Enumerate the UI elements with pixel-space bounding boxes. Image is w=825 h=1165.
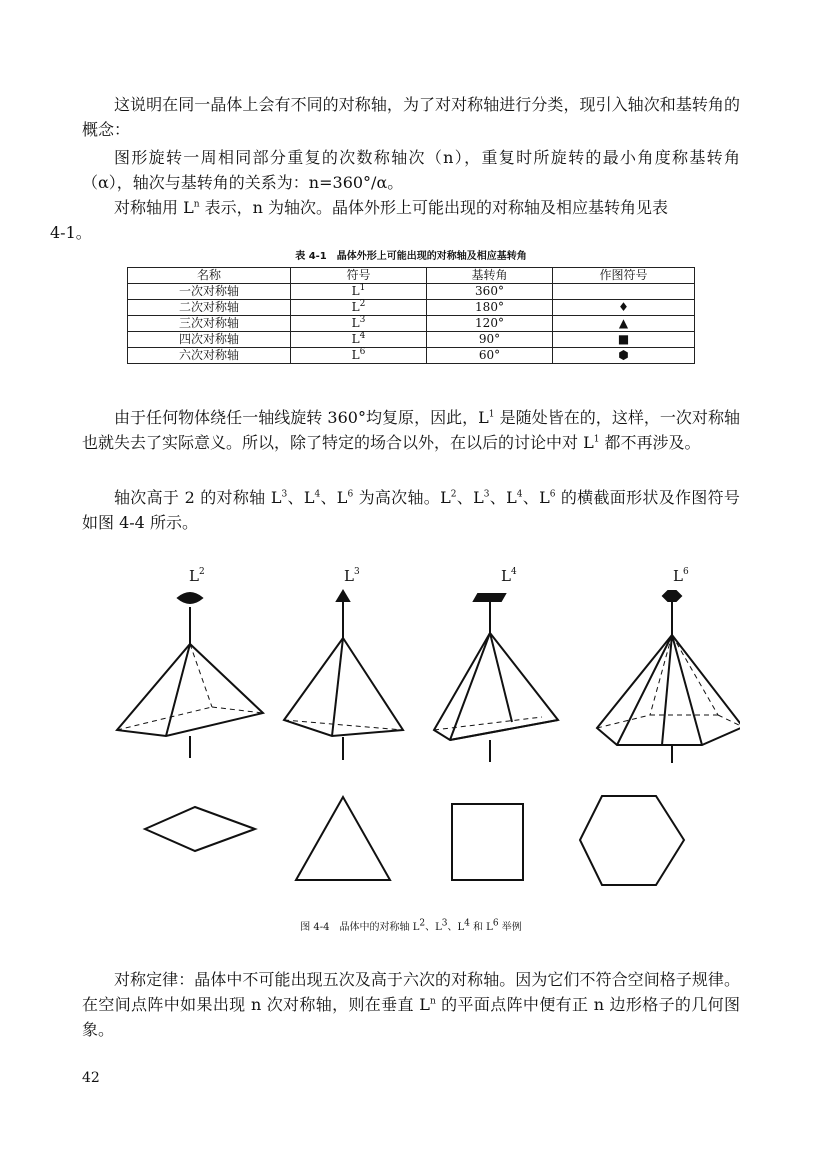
triangle-icon: ▲ xyxy=(553,316,695,332)
square-icon xyxy=(474,594,505,601)
text-run: 、L xyxy=(447,922,465,933)
paragraph-text: 图形旋转一周相同部分重复的次数称轴次（n），重复时所旋转的最小角度称基转角（α），轴次与基转角的关系为：n=360°/α。 xyxy=(82,148,740,192)
paragraph-axis-notation xyxy=(50,195,740,245)
rhombus-cross-section xyxy=(145,807,255,851)
paragraph-text: 这说明在同一晶体上会有不同的对称轴，为了对对称轴进行分类，现引入轴次和基转角的概念： xyxy=(82,95,740,139)
pyramid-l2 xyxy=(117,593,263,758)
symmetry-axis-table xyxy=(127,267,695,364)
header-angle: 基转角 xyxy=(427,268,553,284)
text-run: 、L xyxy=(522,488,550,507)
paragraph-axis-definition xyxy=(82,145,740,195)
cell-symbol xyxy=(291,316,427,332)
pyramid-l6 xyxy=(597,591,740,763)
superscript: 4 xyxy=(359,331,366,341)
text-run: 、L xyxy=(425,922,442,933)
text-run: 是随处皆在的，这样，一次对称轴也就失去了实际意义。所以，除了特定的场合以外，在以后的讨论中对 L xyxy=(82,408,740,452)
text-run: 4-1。 xyxy=(50,223,92,242)
cell-angle: 90° xyxy=(427,332,553,348)
cell-name: 四次对称轴 xyxy=(128,332,291,348)
paragraph-l1-discussion xyxy=(82,405,740,455)
square-icon: ■ xyxy=(553,332,695,348)
figure-label-l3: $L^3$ xyxy=(344,567,360,585)
text-run: 和 L xyxy=(469,922,493,933)
cell-angle: 180° xyxy=(427,300,553,316)
text-run: 轴次高于 2 的对称轴 L xyxy=(114,488,282,507)
cell-symbol xyxy=(291,348,427,364)
superscript: 3 xyxy=(483,489,490,500)
cell-name: 二次对称轴 xyxy=(128,300,291,316)
superscript: n xyxy=(429,996,436,1007)
paragraph-axis-order-intro xyxy=(82,92,740,142)
pyramid-l4 xyxy=(434,594,558,762)
table-row xyxy=(128,316,695,332)
hexagon-cross-section xyxy=(580,796,684,885)
hexagon-icon: ⬢ xyxy=(553,348,695,364)
table-row xyxy=(128,284,695,300)
text-run: 都不再涉及。 xyxy=(599,433,701,452)
text-run: 的横截面形状及作图符号如图 4-4 所示。 xyxy=(82,488,740,532)
cell-symbol xyxy=(291,284,427,300)
superscript: 6 xyxy=(549,489,556,500)
symbol-base: L xyxy=(351,300,360,314)
superscript: 4 xyxy=(464,918,470,929)
superscript: 2 xyxy=(450,489,457,500)
superscript: 1 xyxy=(359,283,366,293)
superscript: 4 xyxy=(314,489,321,500)
text-run: 的平面点阵中便有正 n 边形格子的几何图象。 xyxy=(82,995,740,1039)
cell-name: 一次对称轴 xyxy=(128,284,291,300)
text-run: 表示，n 为轴次。晶体外形上可能出现的对称轴及相应基转角见表 xyxy=(199,198,668,217)
text-run: 对称轴用 L xyxy=(114,198,194,217)
superscript: 3 xyxy=(359,315,366,325)
superscript: 2 xyxy=(359,299,366,309)
cell-angle: 60° xyxy=(427,348,553,364)
symmetry-axes-figure xyxy=(82,555,740,895)
figure-label-l2: $L^2$ xyxy=(189,567,205,585)
cell-name: 三次对称轴 xyxy=(128,316,291,332)
page-number: 42 xyxy=(82,1070,100,1086)
header-symbol: 符号 xyxy=(291,268,427,284)
figure-caption xyxy=(82,918,740,933)
superscript: 6 xyxy=(359,347,366,357)
text-run: 举例 xyxy=(498,922,522,933)
symbol-base: L xyxy=(351,316,360,330)
figure-label-l6: $L^6$ xyxy=(673,567,689,585)
diamond-icon xyxy=(178,593,202,603)
superscript: 3 xyxy=(441,918,448,929)
header-glyph: 作图符号 xyxy=(553,268,695,284)
table-row xyxy=(128,348,695,364)
paragraph-symmetry-law xyxy=(82,967,740,1042)
superscript: 6 xyxy=(492,918,499,929)
table-header-row xyxy=(128,268,695,284)
pyramid-l2-hidden-edges xyxy=(117,644,263,730)
superscript: 1 xyxy=(488,409,495,420)
cell-symbol xyxy=(291,332,427,348)
paragraph-high-order-axes xyxy=(82,485,740,535)
text-run: 由于任何物体绕任一轴线旋转 360°均复原，因此，L xyxy=(114,408,489,427)
superscript: 4 xyxy=(516,489,523,500)
text-run: 、L xyxy=(489,488,517,507)
cell-angle: 360° xyxy=(427,284,553,300)
pyramid-l3 xyxy=(284,591,403,760)
square-cross-section xyxy=(452,804,523,880)
superscript: 6 xyxy=(347,489,354,500)
text-run: 、L xyxy=(320,488,348,507)
superscript: n xyxy=(193,199,200,210)
pyramid-l4-hidden-edges xyxy=(434,717,542,730)
hexagon-icon xyxy=(663,591,681,601)
figure-label-l4: $L^4$ xyxy=(501,567,517,585)
symbol-base: L xyxy=(351,332,360,346)
header-name: 名称 xyxy=(128,268,291,284)
symbol-base: L xyxy=(351,348,360,362)
superscript: 3 xyxy=(281,489,288,500)
cell-glyph xyxy=(553,284,695,300)
text-run: 图 4-4 晶体中的对称轴 L xyxy=(300,922,420,933)
text-run: 对称定律：晶体中不可能出现五次及高于六次的对称轴。因为它们不符合空间格子规律。在空间点阵中如果出现 n 次对称轴，则在垂直 L xyxy=(82,970,740,1014)
superscript: 2 xyxy=(419,918,426,929)
symbol-base: L xyxy=(351,284,360,298)
table-caption: 表 4-1 晶体外形上可能出现的对称轴及相应基转角 xyxy=(295,251,527,262)
cell-name: 六次对称轴 xyxy=(128,348,291,364)
text-run: 为高次轴。L xyxy=(353,488,451,507)
cell-symbol xyxy=(291,300,427,316)
triangle-icon xyxy=(337,591,349,601)
diamond-icon: ♦ xyxy=(553,300,695,316)
superscript: 1 xyxy=(593,434,600,445)
triangle-cross-section xyxy=(296,797,390,880)
text-run: 、L xyxy=(287,488,315,507)
cell-angle: 120° xyxy=(427,316,553,332)
text-run: 、L xyxy=(456,488,484,507)
table-row xyxy=(128,300,695,316)
table-row xyxy=(128,332,695,348)
